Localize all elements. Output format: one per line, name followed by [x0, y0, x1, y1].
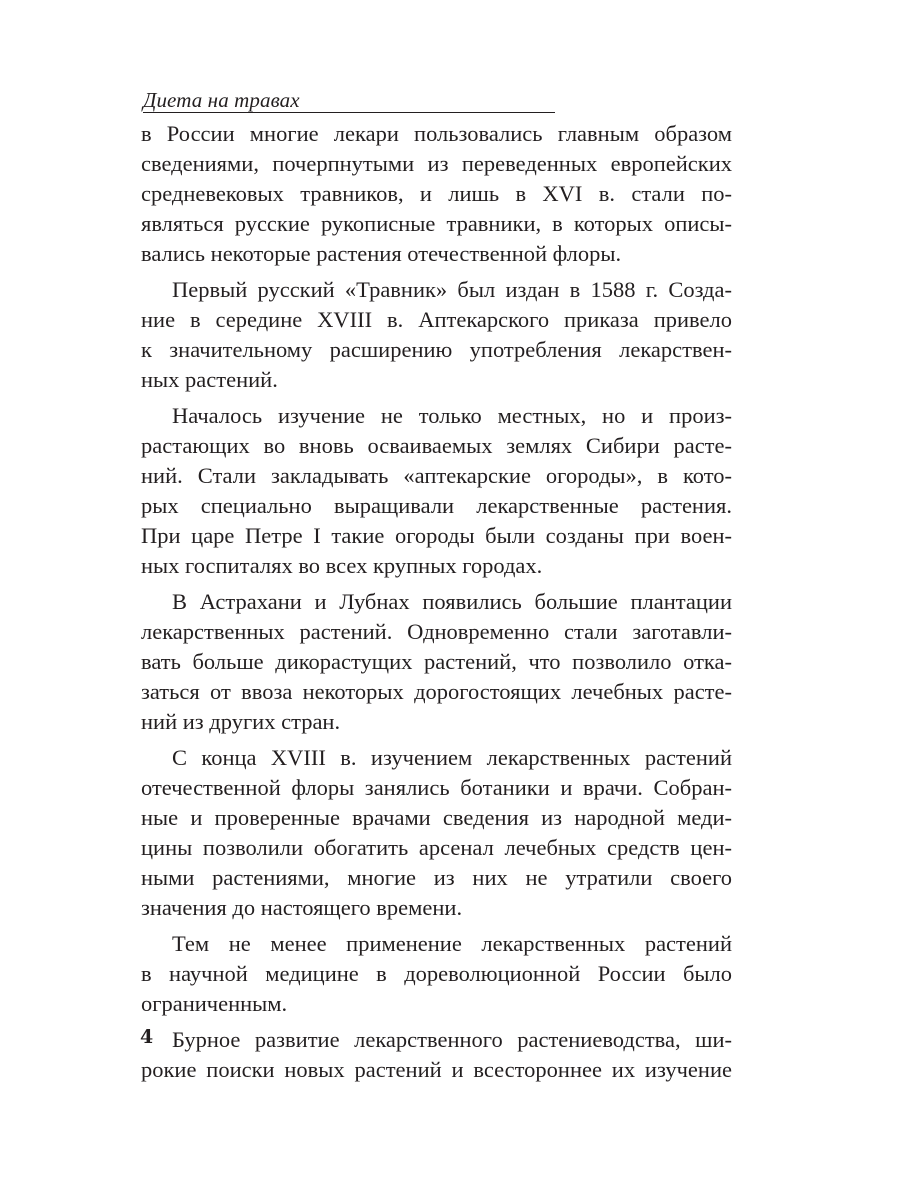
text-line: растающих во вновь осваиваемых землях Сибири расте- — [141, 433, 732, 458]
text-line: Первый русский «Травник» был издан в 1588 г. Созда- — [172, 277, 732, 302]
text-line: сведениями, почерпнутыми из переведенных европейских — [141, 151, 732, 176]
text-line: цины позволили обогатить арсенал лечебных средств цен- — [141, 835, 732, 860]
text-line: ные и проверенные врачами сведения из народной меди- — [141, 805, 732, 830]
text-line: значения до настоящего времени. — [141, 895, 463, 920]
text-line: Бурное развитие лекарственного растениеводства, ши- — [172, 1027, 732, 1052]
text-line: ными растениями, многие из них не утратили своего — [141, 865, 732, 890]
text-line: Началось изучение не только местных, но и произ- — [172, 403, 732, 428]
text-line: вались некоторые растения отечественной флоры. — [141, 241, 622, 266]
paragraph-7 — [141, 1025, 732, 1085]
text-line: ограниченным. — [141, 991, 288, 1016]
text-line: средневековых травников, и лишь в XVI в. стали по- — [141, 181, 732, 206]
running-head — [143, 88, 555, 113]
paragraph-4 — [141, 587, 732, 737]
text-line: рокие поиски новых растений и всестороннее их изучение — [141, 1057, 732, 1082]
text-line: в научной медицине в дореволюционной России было — [141, 961, 732, 986]
text-line: рых специально выращивали лекарственные растения. — [141, 493, 732, 518]
text-line: ний из других стран. — [141, 709, 341, 734]
paragraph-6 — [141, 929, 732, 1019]
text-line: ний. Стали закладывать «аптекарские огороды», в кото- — [141, 463, 732, 488]
page-number: 4 — [140, 1026, 154, 1048]
text-line: заться от ввоза некоторых дорогостоящих лечебных расте- — [141, 679, 732, 704]
paragraph-2 — [141, 275, 732, 395]
text-line: Тем не менее применение лекарственных растений — [172, 931, 732, 956]
text-line: вать больше дикорастущих растений, что позволило отка- — [141, 649, 732, 674]
running-head-title: Диета на травах — [143, 88, 300, 112]
text-line: В Астрахани и Лубнах появились большие плантации — [172, 589, 732, 614]
text-line: лекарственных растений. Одновременно стали заготавли- — [141, 619, 732, 644]
text-line: являться русские рукописные травники, в которых описы- — [141, 211, 732, 236]
text-line: ние в середине XVIII в. Аптекарского приказа привело — [141, 307, 732, 332]
text-line: ных госпиталях во всех крупных городах. — [141, 553, 543, 578]
text-line: ных растений. — [141, 367, 278, 392]
text-line: в России многие лекари пользовались главным образом — [141, 121, 732, 146]
text-line: При царе Петре I такие огороды были созданы при воен- — [141, 523, 732, 548]
text-line: к значительному расширению употребления лекарствен- — [141, 337, 732, 362]
paragraph-1 — [141, 119, 732, 269]
body-text — [141, 119, 732, 1085]
paragraph-5 — [141, 743, 732, 923]
paragraph-3 — [141, 401, 732, 581]
text-line: С конца XVIII в. изучением лекарственных растений — [172, 745, 732, 770]
text-line: отечественной флоры занялись ботаники и врачи. Собран- — [141, 775, 732, 800]
